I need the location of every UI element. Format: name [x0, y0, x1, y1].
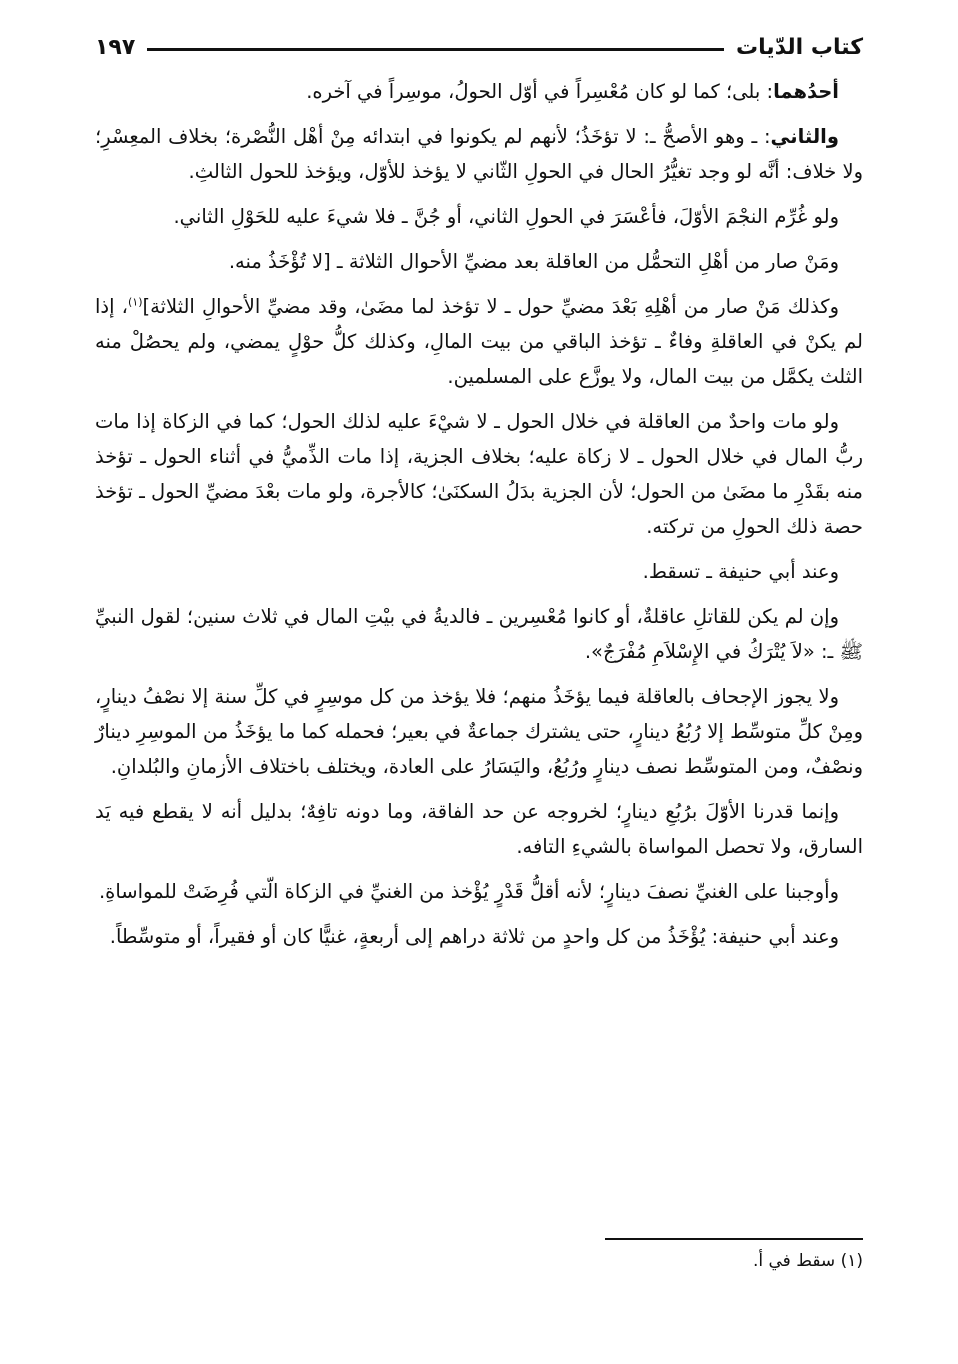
- paragraph-text: وعند أبي حنيفة ـ تسقط.: [642, 560, 839, 583]
- paragraph: [95, 289, 863, 394]
- paragraph: [95, 119, 863, 189]
- paragraph: [95, 919, 863, 954]
- paragraph: [95, 679, 863, 784]
- paragraph-text: وأوجبنا على الغنيِّ نصفَ دينارٍ؛ لأنه أقلُّ قَدْرٍ يُؤْخذ من الغنيِّ في الزكاة الّتي فُرِضَتْ للمواساةِ.: [98, 880, 839, 903]
- paragraph-text: وكذلك مَنْ صار من أهْلِهِ بَعْدَ مضيِّ حول ـ لا تؤخذ لما مضَىٰ، وقد مضيِّ الأحوالِ الثلاثة]: [142, 295, 840, 318]
- footnote-reference[interactable]: (١): [127, 295, 143, 309]
- main-text: [95, 74, 863, 964]
- paragraph-text: وإن لم يكن للقاتلِ عاقلةٌ، أو كانوا مُعْسِرين ـ فالديةُ في بيْتِ المال في ثلاث سنين؛ لقول النبيِّ ﷺ ـ: «لاَ يُتْرَكُ في الإِسْلاَمِ مُفْرَجٌ».: [95, 605, 863, 663]
- paragraph-text: ولو غُرِّم النجْمَ الأوّلَ، فأعْسَرَ في الحولِ الثاني، أو جُنَّ ـ فلا شيءَ عليه للحَوْلِ الثاني.: [173, 205, 839, 228]
- paragraph-lead: أحدُهما: [773, 80, 839, 103]
- paragraph-lead: والثاني: [770, 125, 839, 148]
- paragraph: [95, 874, 863, 909]
- paragraph: [95, 554, 863, 589]
- footnote-separator: [605, 1238, 863, 1240]
- paragraph-text: ولو مات واحدٌ من العاقلة في خلال الحول ـ لا شيْءَ عليه لذلك الحول؛ كما في الزكاة إذا مات ربُّ المال في خلال الحول ـ لا زكاة عليه؛ بخلاف الجزية، إذا مات الذِّميُّ في أثناء الحول ـ تؤخذ منه بقَدْرِ ما مضَىٰ من الحول؛ لأن الجزية بدَلُ السكنَىٰ؛ كالأجرة، ولو مات بعْدَ مضيِّ الحول ـ تؤخذ حصة ذلك الحولِ من تركته.: [95, 410, 863, 538]
- paragraph: [95, 599, 863, 669]
- paragraph-text: ومَنْ صار من أهْلِ التحمُّل من العاقلة بعد مضيِّ الأحوال الثلاثة ـ [لا تُؤْخَذُ منه.: [228, 250, 839, 273]
- paragraph: [95, 199, 863, 234]
- paragraph: [95, 794, 863, 864]
- page-number: ١٩٧: [95, 34, 136, 60]
- paragraph-text: وعند أبي حنيفة: يُؤْخَذُ من كل واحدٍ من ثلاثة دراهم إلى أربعةٍ، غنيًّا كان أو فقيراً، أو متوسِّطاً.: [109, 925, 839, 948]
- paragraph: [95, 244, 863, 279]
- paragraph-text: ، إذا لم يكنْ في العاقلةِ وفاءٌ ـ تؤخذ الباقي من بيت المالِ، وكذلك كلُّ حوْلٍ يمضي، ولم يحصُلْ منه الثلث يكمَّل من بيت المال، ولا يوزَّع على المسلمين.: [95, 295, 863, 388]
- paragraph: [95, 74, 863, 109]
- paragraph-text: وإنما قدرنا الأوّلَ برُبُعِ دينارٍ؛ لخروجه عن حد الفاقة، وما دونه تافِهٌ؛ بدليل أنه لا يقطع فيه يَد السارق، ولا تحصل المواساة بالشيءِ التافه.: [95, 800, 863, 858]
- paragraph: [95, 404, 863, 544]
- page-header: [95, 30, 863, 64]
- running-title: كتاب الدّيات: [736, 34, 863, 60]
- footnote: (١) سقط في أ.: [752, 1251, 863, 1271]
- header-rule: [147, 48, 724, 51]
- paragraph-text: : بلى؛ كما لو كان مُعْسِراً في أوّل الحولُ، موسِراً في آخره.: [306, 80, 774, 103]
- paragraph-text: ولا يجوز الإجحاف بالعاقلة فيما يؤخَذُ منهم؛ فلا يؤخذ من كل موسِرٍ في كلِّ سنة إلا نصْفُ دينارٍ، ومِنْ كلِّ متوسِّط إلا رُبُعُ دينارٍ، حتى يشترك جماعةٌ في بعير؛ فحمله كما ما يؤخَذُ من الموسِرِ دينارٌ ونصْفٌ، ومن المتوسِّط نصف دينارٍ ورُبُعُ، واليَسَارُ على العادة، ويختلف باختلاف الأزمانِ والبُلدانِ.: [95, 685, 863, 778]
- paragraph-text: : ـ وهو الأصحُّ ـ: لا تؤخَذُ؛ لأنهم لم يكونوا في ابتدائه مِنْ أهْل النُّصْرة؛ بخلاف المعِسْرِ؛ ولا خلاف: أنَّه لو وجد تغيُّرُ الحال في الحولِ الثّاني لا يؤخذ للأوّل، ويؤخذ للحول الثالثِ.: [95, 125, 863, 183]
